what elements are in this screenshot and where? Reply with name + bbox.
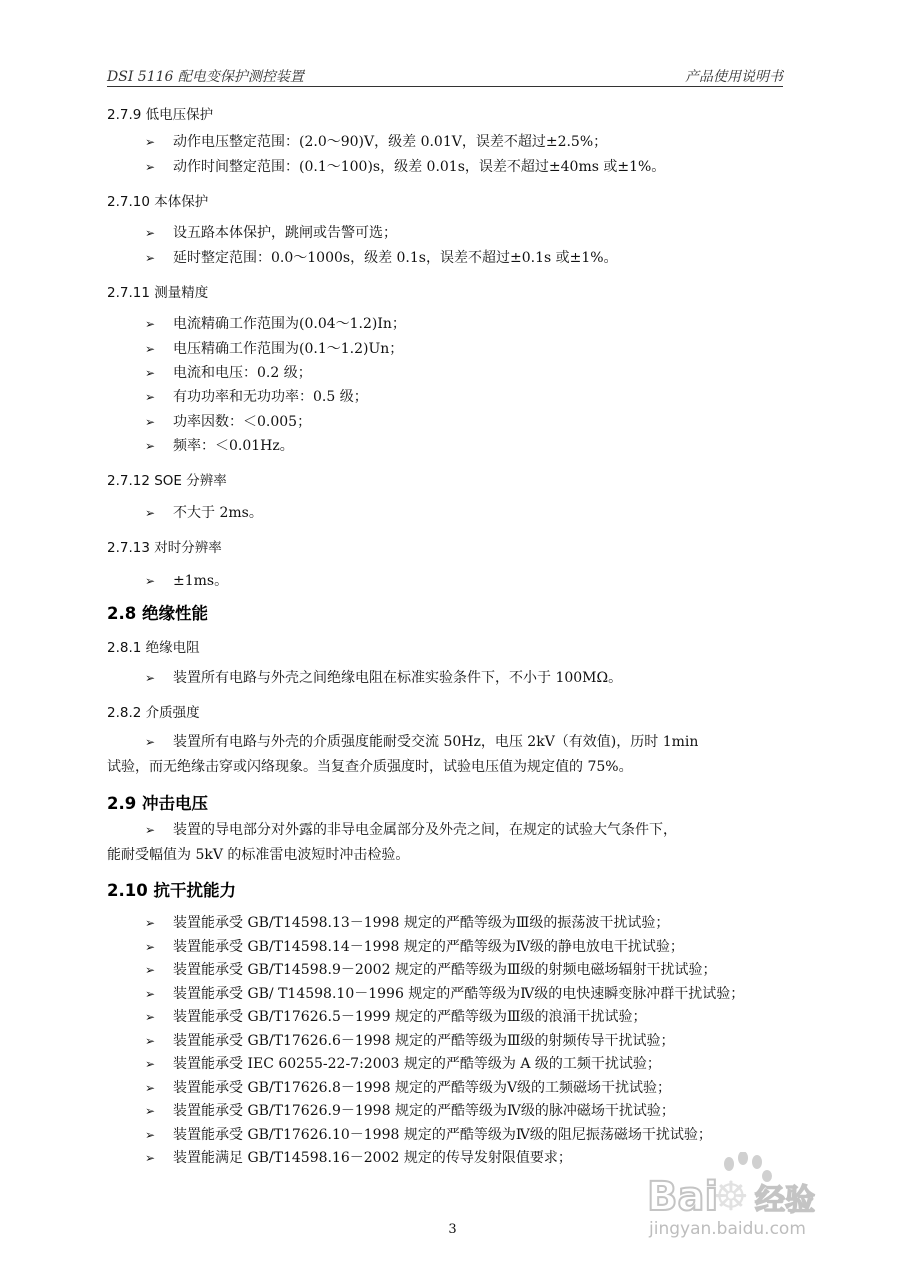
watermark-jingyan: 经验 <box>755 1183 815 1218</box>
section-heading-2-7-9: 2.7.9 低电压保护 <box>107 107 214 123</box>
list-item: ➢ 装置能承受 GB/T14598.9－2002 规定的严酷等级为Ⅲ级的射频电磁场辐射干扰试验； <box>145 962 717 978</box>
bullet-icon: ➢ <box>145 1010 156 1024</box>
paragraph-impulse-voltage: ➢ 装置的导电部分对外露的非导电金属部分及外壳之间，在规定的试验大气条件下， 能耐受幅值为 5kV 的标准雷电波短时冲击检验。 <box>107 818 787 868</box>
list-item: ➢ 装置能承受 GB/T17626.10－1998 规定的严酷等级为Ⅳ级的阻尼振荡磁场干扰试验； <box>145 1127 712 1143</box>
bullet-icon: ➢ <box>145 251 156 265</box>
bullet-icon: ➢ <box>145 135 156 149</box>
section-heading-2-7-13: 2.7.13 对时分辨率 <box>107 540 222 556</box>
bullet-icon: ➢ <box>145 671 156 685</box>
watermark-brand: Bai <box>647 1174 719 1220</box>
paw-toe-icon <box>738 1152 748 1165</box>
paw-toe-icon <box>762 1170 772 1182</box>
bullet-icon: ➢ <box>145 735 156 749</box>
list-item: ➢ 装置能承受 GB/T17626.5－1999 规定的严酷等级为Ⅲ级的浪涌干扰试验； <box>145 1009 647 1025</box>
bullet-icon: ➢ <box>145 823 156 837</box>
watermark-url: jingyan.baidu.com <box>649 1219 806 1239</box>
list-item: ➢ 装置能承受 GB/T14598.14－1998 规定的严酷等级为Ⅳ级的静电放电干扰试验； <box>145 939 684 955</box>
paw-toe-icon <box>724 1157 734 1171</box>
bullet-icon: ➢ <box>145 226 156 240</box>
list-item: ➢ 装置能承受 GB/ T14598.10－1996 规定的严酷等级为Ⅳ级的电快速瞬变脉冲群干扰试验； <box>145 986 745 1002</box>
bullet-icon: ➢ <box>145 506 156 520</box>
header-product-name: DSI 5116 配电变保护测控装置 <box>107 69 304 85</box>
section-heading-2-8-1: 2.8.1 绝缘电阻 <box>107 640 200 656</box>
section-heading-2-9: 2.9 冲击电压 <box>107 794 208 813</box>
section-heading-2-8-2: 2.8.2 介质强度 <box>107 705 200 721</box>
list-item: ➢ 动作电压整定范围：(2.0～90)V，级差 0.01V，误差不超过±2.5%； <box>145 134 608 150</box>
bullet-icon: ➢ <box>145 415 156 429</box>
bullet-icon: ➢ <box>145 366 156 380</box>
list-item: ➢ 有功功率和无功功率：0.5 级； <box>145 389 368 405</box>
bullet-icon: ➢ <box>145 317 156 331</box>
section-heading-2-8: 2.8 绝缘性能 <box>107 604 208 623</box>
watermark-paw: ☸ <box>713 1174 749 1220</box>
list-item: ➢ 不大于 2ms。 <box>145 505 263 521</box>
page-number: 3 <box>448 1222 457 1237</box>
paragraph-dielectric-strength: ➢ 装置所有电路与外壳的介质强度能耐受交流 50Hz，电压 2kV（有效值)，历时 1min 试验，而无绝缘击穿或闪络现象。当复查介质强度时，试验电压值为规定值的 75%。 <box>107 730 787 780</box>
list-item: ➢ 电压精确工作范围为(0.1～1.2)Un； <box>145 341 404 357</box>
list-item: ➢ 装置所有电路与外壳之间绝缘电阻在标准实验条件下，不小于 100MΩ。 <box>145 670 623 686</box>
header-doc-type: 产品使用说明书 <box>685 69 783 85</box>
bullet-icon: ➢ <box>145 574 156 588</box>
list-item: ➢ ±1ms。 <box>145 573 229 589</box>
list-item: ➢ 装置能承受 GB/T14598.13－1998 规定的严酷等级为Ⅲ级的振荡波干扰试验； <box>145 915 670 931</box>
paw-toe-icon <box>752 1155 762 1169</box>
bullet-icon: ➢ <box>145 1151 156 1165</box>
page-header <box>107 64 783 87</box>
bullet-icon: ➢ <box>145 1081 156 1095</box>
bullet-icon: ➢ <box>145 916 156 930</box>
bullet-icon: ➢ <box>145 342 156 356</box>
list-item: ➢ 装置能承受 GB/T17626.6－1998 规定的严酷等级为Ⅲ级的射频传导干扰试验； <box>145 1033 675 1049</box>
list-item: ➢ 装置能承受 GB/T17626.9－1998 规定的严酷等级为Ⅳ级的脉冲磁场干扰试验； <box>145 1103 675 1119</box>
list-item: ➢ 电流精确工作范围为(0.04～1.2)In； <box>145 316 406 332</box>
list-item: ➢ 延时整定范围：0.0～1000s，级差 0.1s，误差不超过±0.1s 或±1%。 <box>145 250 618 266</box>
section-heading-2-10: 2.10 抗干扰能力 <box>107 881 236 900</box>
bullet-icon: ➢ <box>145 987 156 1001</box>
baidu-jingyan-watermark <box>643 1152 853 1242</box>
bullet-icon: ➢ <box>145 1034 156 1048</box>
bullet-icon: ➢ <box>145 963 156 977</box>
section-heading-2-7-12: 2.7.12 SOE 分辨率 <box>107 473 227 489</box>
bullet-icon: ➢ <box>145 390 156 404</box>
section-heading-2-7-11: 2.7.11 测量精度 <box>107 285 209 301</box>
list-item: ➢ 装置能承受 IEC 60255-22-7:2003 规定的严酷等级为 A 级的工频干扰试验； <box>145 1056 661 1072</box>
list-item: ➢ 电流和电压：0.2 级； <box>145 365 312 381</box>
bullet-icon: ➢ <box>145 940 156 954</box>
bullet-icon: ➢ <box>145 439 156 453</box>
list-item: ➢ 动作时间整定范围：(0.1～100)s，级差 0.01s，误差不超过±40ms 或±1%。 <box>145 159 666 175</box>
list-item: ➢ 频率：＜0.01Hz。 <box>145 438 294 454</box>
list-item: ➢ 装置能承受 GB/T17626.8－1998 规定的严酷等级为Ⅴ级的工频磁场干扰试验； <box>145 1080 672 1096</box>
bullet-icon: ➢ <box>145 1128 156 1142</box>
bullet-icon: ➢ <box>145 1057 156 1071</box>
list-item: ➢ 功率因数：＜0.005； <box>145 414 312 430</box>
list-item: ➢ 装置能满足 GB/T14598.16－2002 规定的传导发射限值要求； <box>145 1150 572 1166</box>
list-item: ➢ 设五路本体保护，跳闸或告警可选； <box>145 225 397 241</box>
bullet-icon: ➢ <box>145 160 156 174</box>
bullet-icon: ➢ <box>145 1104 156 1118</box>
section-heading-2-7-10: 2.7.10 本体保护 <box>107 194 209 210</box>
